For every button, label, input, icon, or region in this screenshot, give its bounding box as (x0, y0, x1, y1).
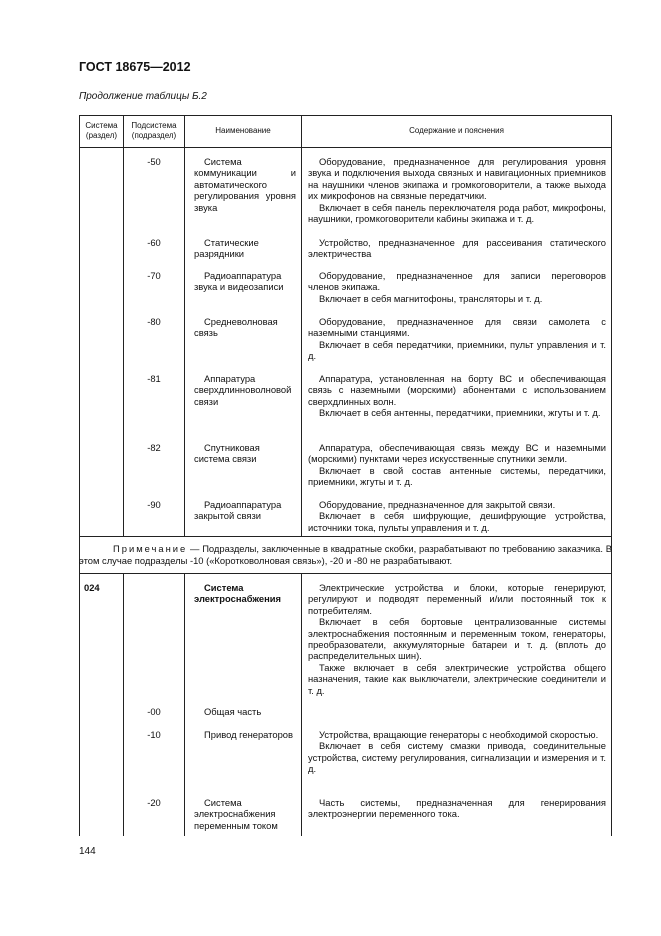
table-col-divider-3b (301, 573, 302, 836)
content-paragraph: Устройства, вращающие генераторы с необходимой скоростью. (319, 729, 599, 740)
row-name: Привод генераторов (204, 729, 293, 740)
table-border-left-2 (79, 573, 80, 836)
note-text: — Подразделы, заключенные в квадратные скобки, разрабатывают по требованию заказчика. В этом случае подразделы -10 («Коротковолновая связь»), -20 и -80 не разрабатывают. (79, 543, 612, 566)
row-system: 024 (84, 582, 100, 593)
header-content: Содержание и пояснения (409, 126, 504, 135)
table-note (79, 543, 612, 567)
content-paragraph: Оборудование, предназначенное для записи переговоров членов экипажа. (308, 270, 606, 293)
table-col-divider-2a (184, 115, 185, 536)
header-subsystem-line1: Подсистема (131, 121, 177, 130)
content-paragraph: Электрические устройства и блоки, которые генерируют, регулируют и подводят переменный и/или постоянный ток к потребителям. (308, 582, 606, 616)
table-rule-header (79, 147, 612, 148)
row-subsystem: -60 (147, 237, 161, 248)
table-rule-top (79, 115, 612, 116)
row-content (308, 373, 606, 419)
content-paragraph: Включает в себя передатчики, приемники, пульт управления и т. д. (308, 338, 606, 362)
content-paragraph: Включает в себя бортовые централизованные системы электроснабжения постоянным и переменным током, генераторы, преобразователи, аккумуляторные батареи и т. д. (вплоть до распределительных шин). (308, 616, 606, 662)
row-subsystem: -10 (147, 729, 161, 740)
content-paragraph: Включает в себя систему смазки привода, соединительные устройства, систему регулирования, сигнализации и измерения и т. д. (308, 740, 606, 775)
content-paragraph: Оборудование, предназначенное для закрытой связи. (319, 499, 556, 510)
row-name: Радиоаппаратура звука и видеозаписи (194, 270, 284, 293)
row-name: Радиоаппаратура закрытой связи (194, 499, 282, 522)
content-paragraph: Оборудование, предназначенное для регулирования уровня звука и подключения выхода связных и навигационных приемников на наушники членов экипажа и громкоговорители, а также выхода их микрофонов на связные передатчики. (308, 156, 606, 202)
content-paragraph: Устройство, предназначенное для рассеивания статического электричества (308, 237, 606, 260)
row-subsystem: -00 (147, 706, 161, 717)
row-name: Система электроснабжения переменным током (194, 797, 278, 831)
content-paragraph: Аппаратура, установленная на борту ВС и обеспечивающая связь с наземными (морскими) абонентами с использованием сверхдлинных волн. (308, 373, 606, 407)
row-content (308, 270, 606, 304)
row-content (308, 499, 606, 533)
doc-title: ГОСТ 18675—2012 (79, 60, 191, 74)
content-paragraph: Включает в себя шифрующие, дешифрующие устройства, источники тока, пульты управления и т. д. (308, 510, 606, 533)
row-content (308, 442, 606, 488)
row-name: Общая часть (204, 706, 262, 717)
row-content (308, 582, 606, 696)
row-name: Спутниковая система связи (194, 442, 260, 465)
row-subsystem: -20 (147, 797, 161, 808)
table-border-right-2 (611, 573, 612, 836)
header-name: Наименование (215, 126, 271, 135)
content-paragraph: Также включает в себя электрические устройства общего назначения, такие как выключатели, электрические соединители и т. д. (308, 661, 606, 696)
header-system (80, 121, 123, 141)
row-content (308, 316, 606, 362)
table-border-right-1 (611, 115, 612, 536)
row-content (308, 237, 606, 260)
content-paragraph: Включает в себя антенны, передатчики, приемники, жгуты и т. д. (319, 407, 601, 419)
row-subsystem: -70 (147, 270, 161, 281)
row-content (308, 729, 606, 775)
content-paragraph: Аппаратура, обеспечивающая связь между ВС и наземными (морскими) пунктами через искусственные спутники земли. (308, 442, 606, 465)
row-name: Средневолновая связь (194, 316, 278, 339)
content-paragraph: Включает в себя магнитофоны, трансляторы и т. д. (319, 292, 543, 304)
row-content (308, 797, 606, 820)
row-subsystem: -80 (147, 316, 161, 327)
page-number: 144 (79, 846, 96, 857)
content-paragraph: Включает в себя панель переключателя рода работ, микрофоны, наушники, громкоговорители кабины экипажа и т. д. (308, 201, 606, 225)
header-subsystem (124, 121, 184, 141)
table-caption: Продолжение таблицы Б.2 (79, 91, 207, 102)
header-subsystem-line2: (подраздел) (131, 131, 177, 140)
row-name: Статические разрядники (194, 237, 259, 260)
row-content (308, 156, 606, 224)
row-subsystem: -81 (147, 373, 161, 384)
header-system-line1: Система (85, 121, 118, 130)
row-name: Аппаратура сверхдлинноволновой связи (194, 373, 292, 407)
row-name: Система электроснабжения (194, 582, 281, 605)
table-border-left-1 (79, 115, 80, 536)
content-paragraph: Включает в свой состав антенные системы, передатчики, приемники, жгуты и т. д. (308, 464, 606, 488)
table-rule-note-bottom (79, 573, 612, 574)
row-name: Система коммуникации и автоматического регулирования уровня звука (194, 156, 296, 213)
row-subsystem: -90 (147, 499, 161, 510)
table-col-divider-3a (301, 115, 302, 536)
note-label: Примечание (113, 543, 188, 554)
row-subsystem: -82 (147, 442, 161, 453)
table-rule-note-top (79, 536, 612, 537)
row-subsystem: -50 (147, 156, 161, 167)
table-col-divider-2b (184, 573, 185, 836)
header-system-line2: (раздел) (85, 131, 118, 140)
content-paragraph: Часть системы, предназначенная для генерирования электроэнергии переменного тока. (308, 797, 606, 820)
content-paragraph: Оборудование, предназначенное для связи самолета с наземными станциями. (308, 316, 606, 339)
